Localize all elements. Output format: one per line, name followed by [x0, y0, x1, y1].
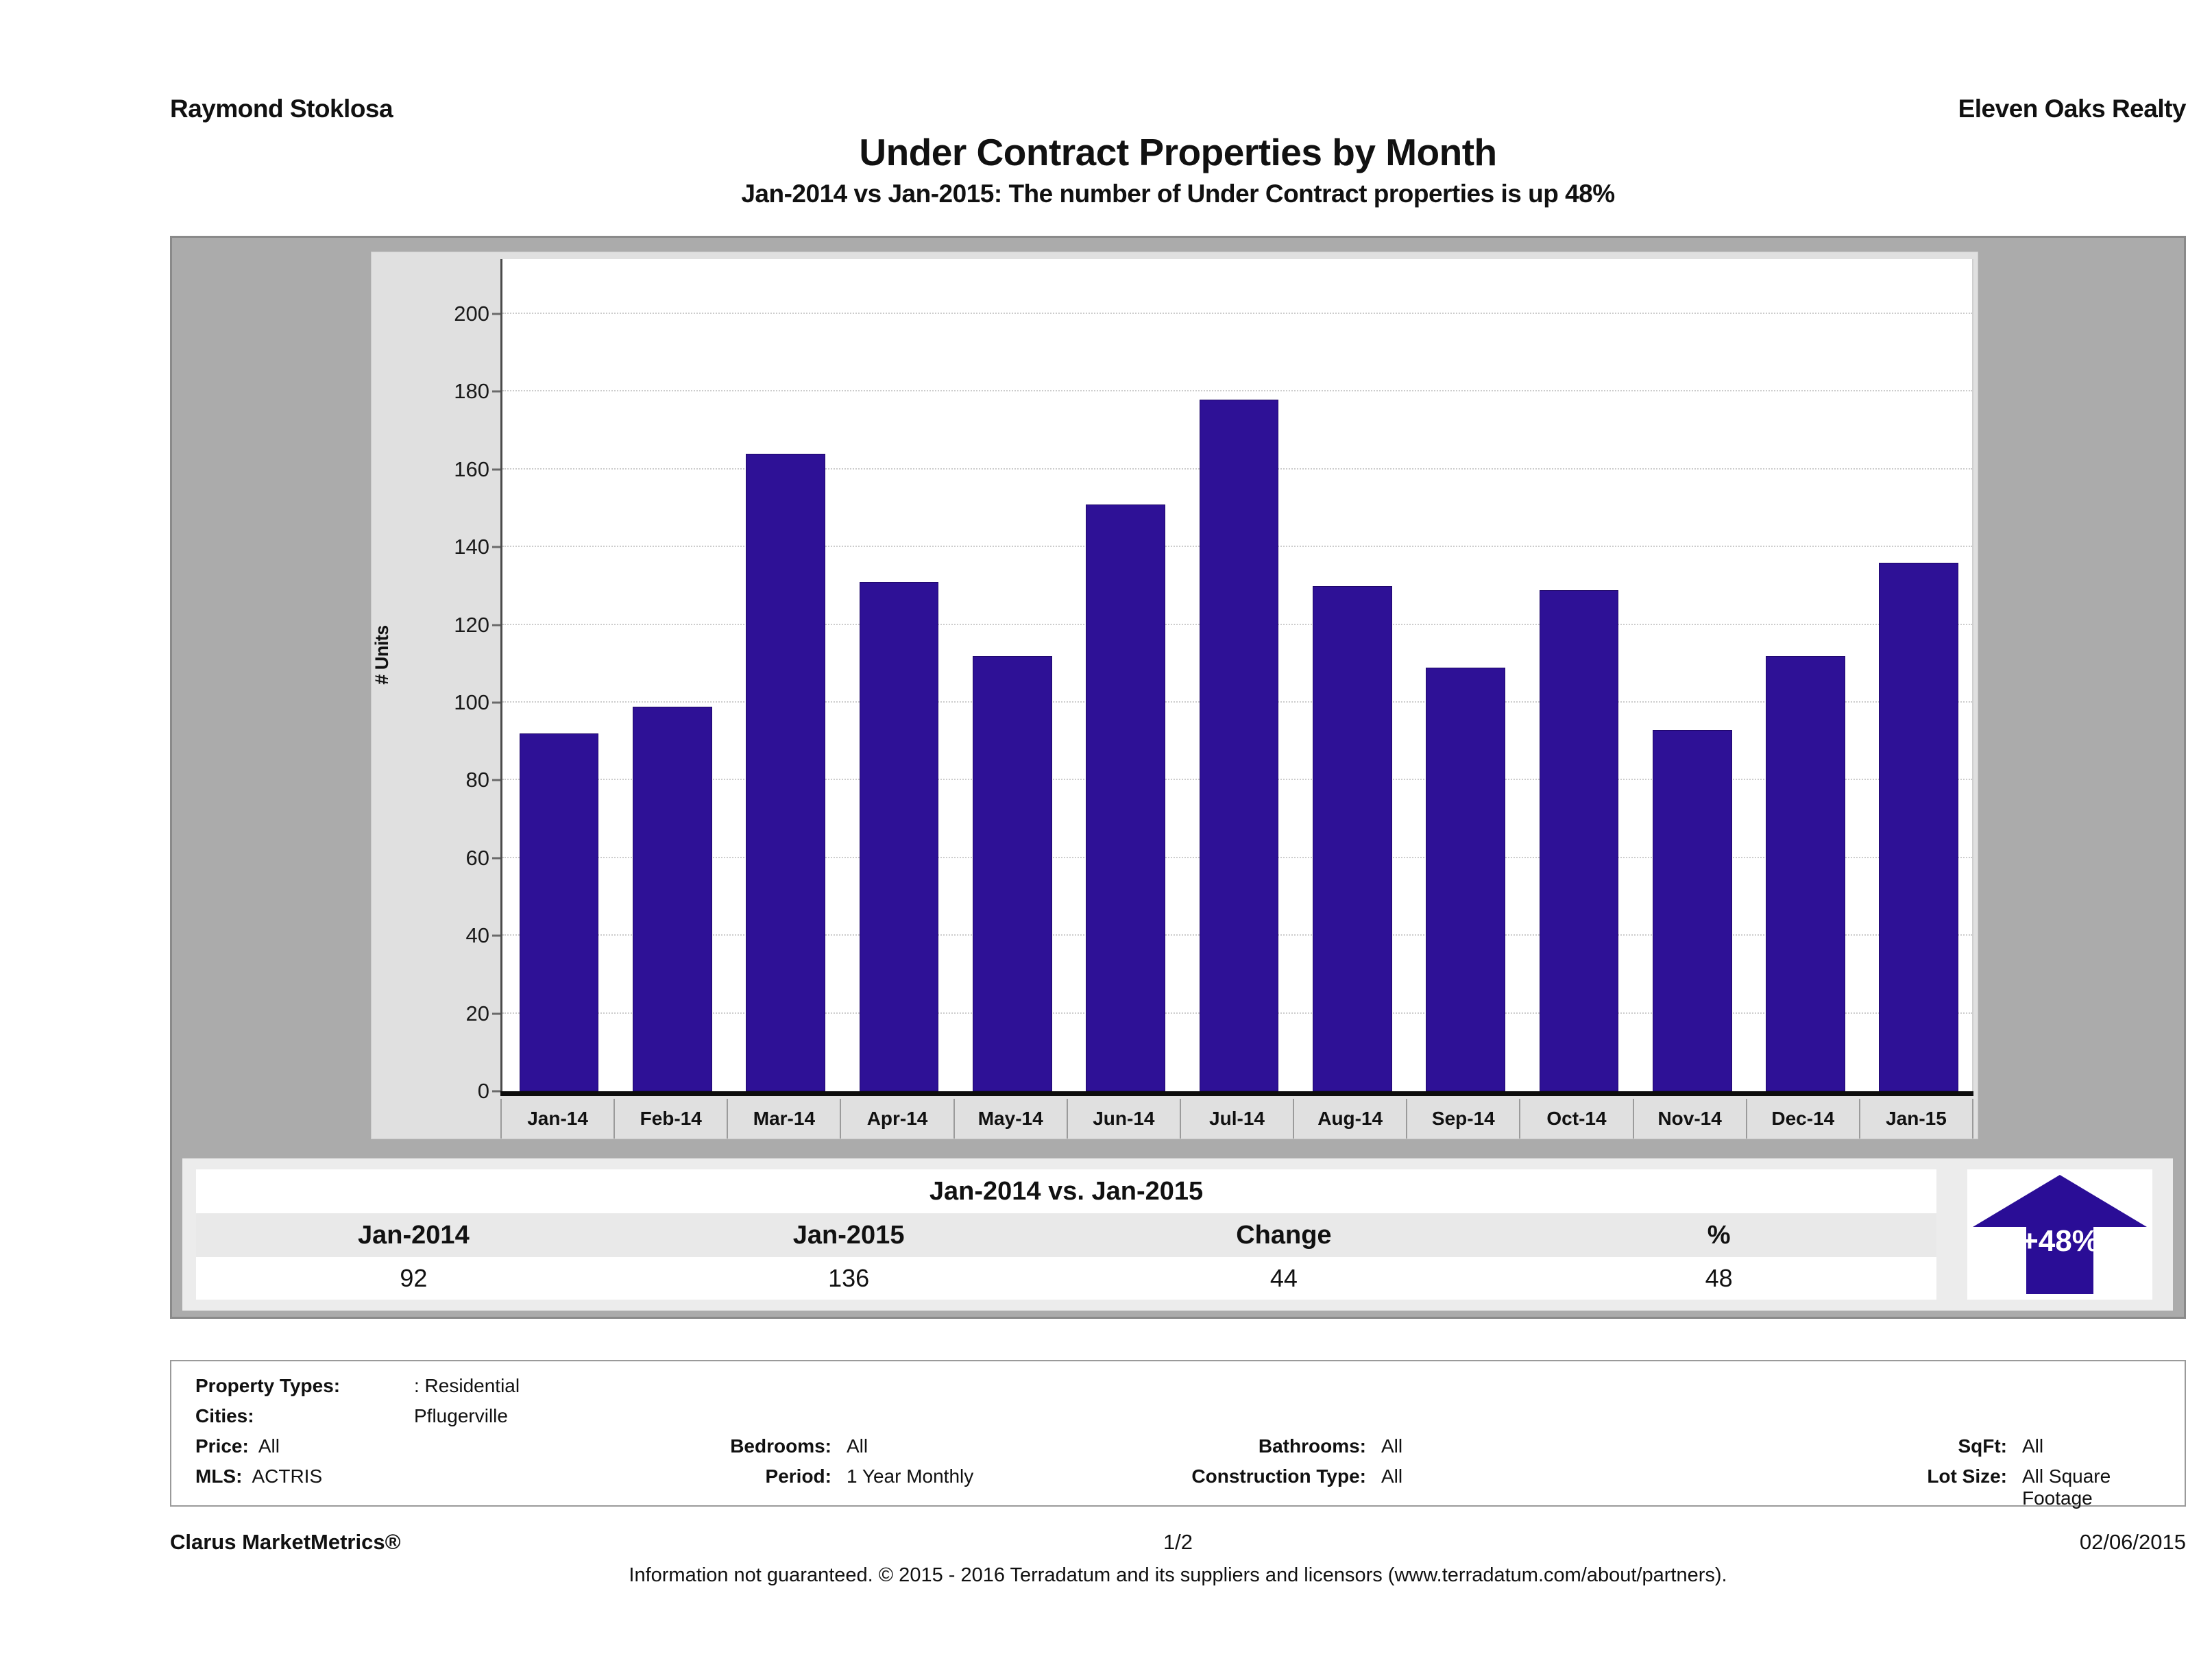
y-tick-label: 180: [454, 379, 489, 404]
criteria-label: SqFt:: [1958, 1435, 2007, 1457]
y-tick-label: 20: [465, 1001, 489, 1025]
y-tick-label: 40: [465, 923, 489, 948]
page-title: Under Contract Properties by Month: [859, 131, 1497, 173]
summary-band: [182, 1158, 2173, 1311]
x-tick-label: Jul-14: [1181, 1099, 1294, 1139]
criteria-value: : Residential: [414, 1375, 520, 1396]
summary-value: 92: [400, 1264, 428, 1292]
criteria-value: All: [258, 1435, 280, 1457]
y-tick-label: 160: [454, 457, 489, 481]
criteria-label: Construction Type:: [1191, 1466, 1366, 1487]
bar-dec-14: [1766, 656, 1845, 1091]
x-tick-label: Feb-14: [615, 1099, 728, 1139]
y-tick-label: 0: [477, 1079, 489, 1103]
criteria-box: [170, 1360, 2186, 1507]
company-name: Eleven Oaks Realty: [1958, 95, 2186, 123]
x-axis-line: [500, 1091, 1973, 1096]
y-tick-label: 60: [465, 845, 489, 870]
bar-jun-14: [1086, 504, 1165, 1091]
bar-apr-14: [860, 582, 939, 1091]
criteria-value: All: [1381, 1466, 1403, 1487]
bar-jan-15: [1879, 563, 1958, 1091]
bar-sep-14: [1426, 668, 1505, 1091]
criteria-label: Lot Size:: [1927, 1466, 2007, 1487]
bar-jan-14: [520, 733, 599, 1091]
criteria-row: [171, 1435, 2185, 1466]
x-tick-label: Jun-14: [1068, 1099, 1181, 1139]
summary-col-header: Change: [1236, 1220, 1332, 1250]
x-tick-label: Oct-14: [1520, 1099, 1633, 1139]
y-tick-mark: [492, 313, 500, 315]
criteria-value: All Square Footage: [2022, 1466, 2111, 1509]
bar-mar-14: [746, 454, 825, 1091]
up-arrow-icon: [1967, 1169, 2152, 1300]
bar-aug-14: [1313, 586, 1392, 1091]
summary-table-header-row: [196, 1213, 1936, 1257]
page-subtitle: Jan-2014 vs Jan-2015: The number of Under Contract properties is up 48%: [741, 180, 1615, 208]
y-tick-label: 80: [465, 768, 489, 792]
criteria-label: Property Types:: [195, 1375, 341, 1396]
criteria-value: All: [847, 1435, 868, 1457]
gridline-200: [502, 313, 1972, 314]
y-tick-mark: [492, 857, 500, 859]
summary-col-header: Jan-2014: [358, 1220, 470, 1250]
footer-row: [170, 1530, 2186, 1555]
y-tick-mark: [492, 468, 500, 470]
y-tick-mark: [492, 702, 500, 704]
criteria-value: All: [1381, 1435, 1403, 1457]
x-axis-labels: [500, 1099, 1973, 1139]
criteria-label: Cities:: [195, 1405, 254, 1426]
report-content: [170, 0, 2186, 1587]
y-tick-mark: [492, 1091, 500, 1093]
criteria-row: [171, 1375, 2185, 1405]
criteria-value: ACTRIS: [252, 1466, 323, 1487]
x-tick-label: Nov-14: [1634, 1099, 1747, 1139]
criteria-value: All: [2022, 1435, 2044, 1457]
y-tick-label: 200: [454, 302, 489, 326]
x-tick-label: Jan-15: [1860, 1099, 1973, 1139]
gridline-180: [502, 390, 1972, 391]
criteria-label: Period:: [765, 1466, 831, 1487]
report-date: 02/06/2015: [2079, 1530, 2186, 1554]
x-tick-label: Sep-14: [1407, 1099, 1520, 1139]
change-badge-label: +48%: [2021, 1224, 2099, 1258]
bar-may-14: [973, 656, 1052, 1091]
product-name: Clarus MarketMetrics®: [170, 1530, 401, 1554]
agent-name: Raymond Stoklosa: [170, 95, 393, 123]
plot-area: [500, 259, 1973, 1096]
summary-value: 44: [1269, 1264, 1298, 1292]
bar-feb-14: [633, 707, 712, 1091]
summary-table: [196, 1169, 1936, 1300]
y-tick-label: 120: [454, 612, 489, 637]
summary-col-header: Jan-2015: [792, 1220, 905, 1250]
chart-widget: [170, 236, 2186, 1319]
criteria-row: [171, 1405, 2185, 1435]
summary-value: 48: [1705, 1264, 1733, 1292]
y-axis-gutter: [371, 259, 500, 1103]
criteria-value: 1 Year Monthly: [847, 1466, 974, 1487]
criteria-label: Price:: [195, 1435, 249, 1457]
summary-value: 136: [828, 1264, 870, 1292]
bar-oct-14: [1540, 590, 1619, 1091]
summary-table-title: Jan-2014 vs. Jan-2015: [196, 1169, 1936, 1213]
summary-table-value-row: [196, 1257, 1936, 1300]
bar-jul-14: [1200, 400, 1279, 1091]
page-number: 1/2: [1163, 1530, 1193, 1554]
criteria-value: Pflugerville: [414, 1405, 508, 1426]
y-tick-mark: [492, 391, 500, 393]
y-tick-label: 140: [454, 535, 489, 559]
disclaimer: Information not guaranteed. © 2015 - 2016 Terradatum and its suppliers and licensors (www.terradatum.com/about/partners).: [629, 1564, 1727, 1586]
chart-panel: [371, 252, 1978, 1139]
y-axis-title: # Units: [371, 624, 392, 685]
report-header: [170, 95, 2186, 123]
criteria-row: [171, 1466, 2185, 1509]
x-tick-label: May-14: [955, 1099, 1068, 1139]
change-badge: [1967, 1169, 2152, 1300]
bar-nov-14: [1653, 730, 1732, 1091]
criteria-label: Bedrooms:: [730, 1435, 831, 1457]
summary-col-header: %: [1707, 1220, 1731, 1250]
x-tick-label: Dec-14: [1747, 1099, 1860, 1139]
y-tick-label: 100: [454, 690, 489, 714]
y-tick-mark: [492, 1012, 500, 1014]
y-tick-mark: [492, 779, 500, 781]
x-tick-label: Apr-14: [841, 1099, 954, 1139]
y-tick-mark: [492, 546, 500, 548]
criteria-label: Bathrooms:: [1258, 1435, 1366, 1457]
x-tick-label: Mar-14: [728, 1099, 841, 1139]
x-tick-label: Aug-14: [1294, 1099, 1407, 1139]
y-tick-mark: [492, 624, 500, 626]
criteria-label: MLS:: [195, 1466, 243, 1487]
x-tick-label: Jan-14: [500, 1099, 615, 1139]
y-tick-mark: [492, 935, 500, 937]
